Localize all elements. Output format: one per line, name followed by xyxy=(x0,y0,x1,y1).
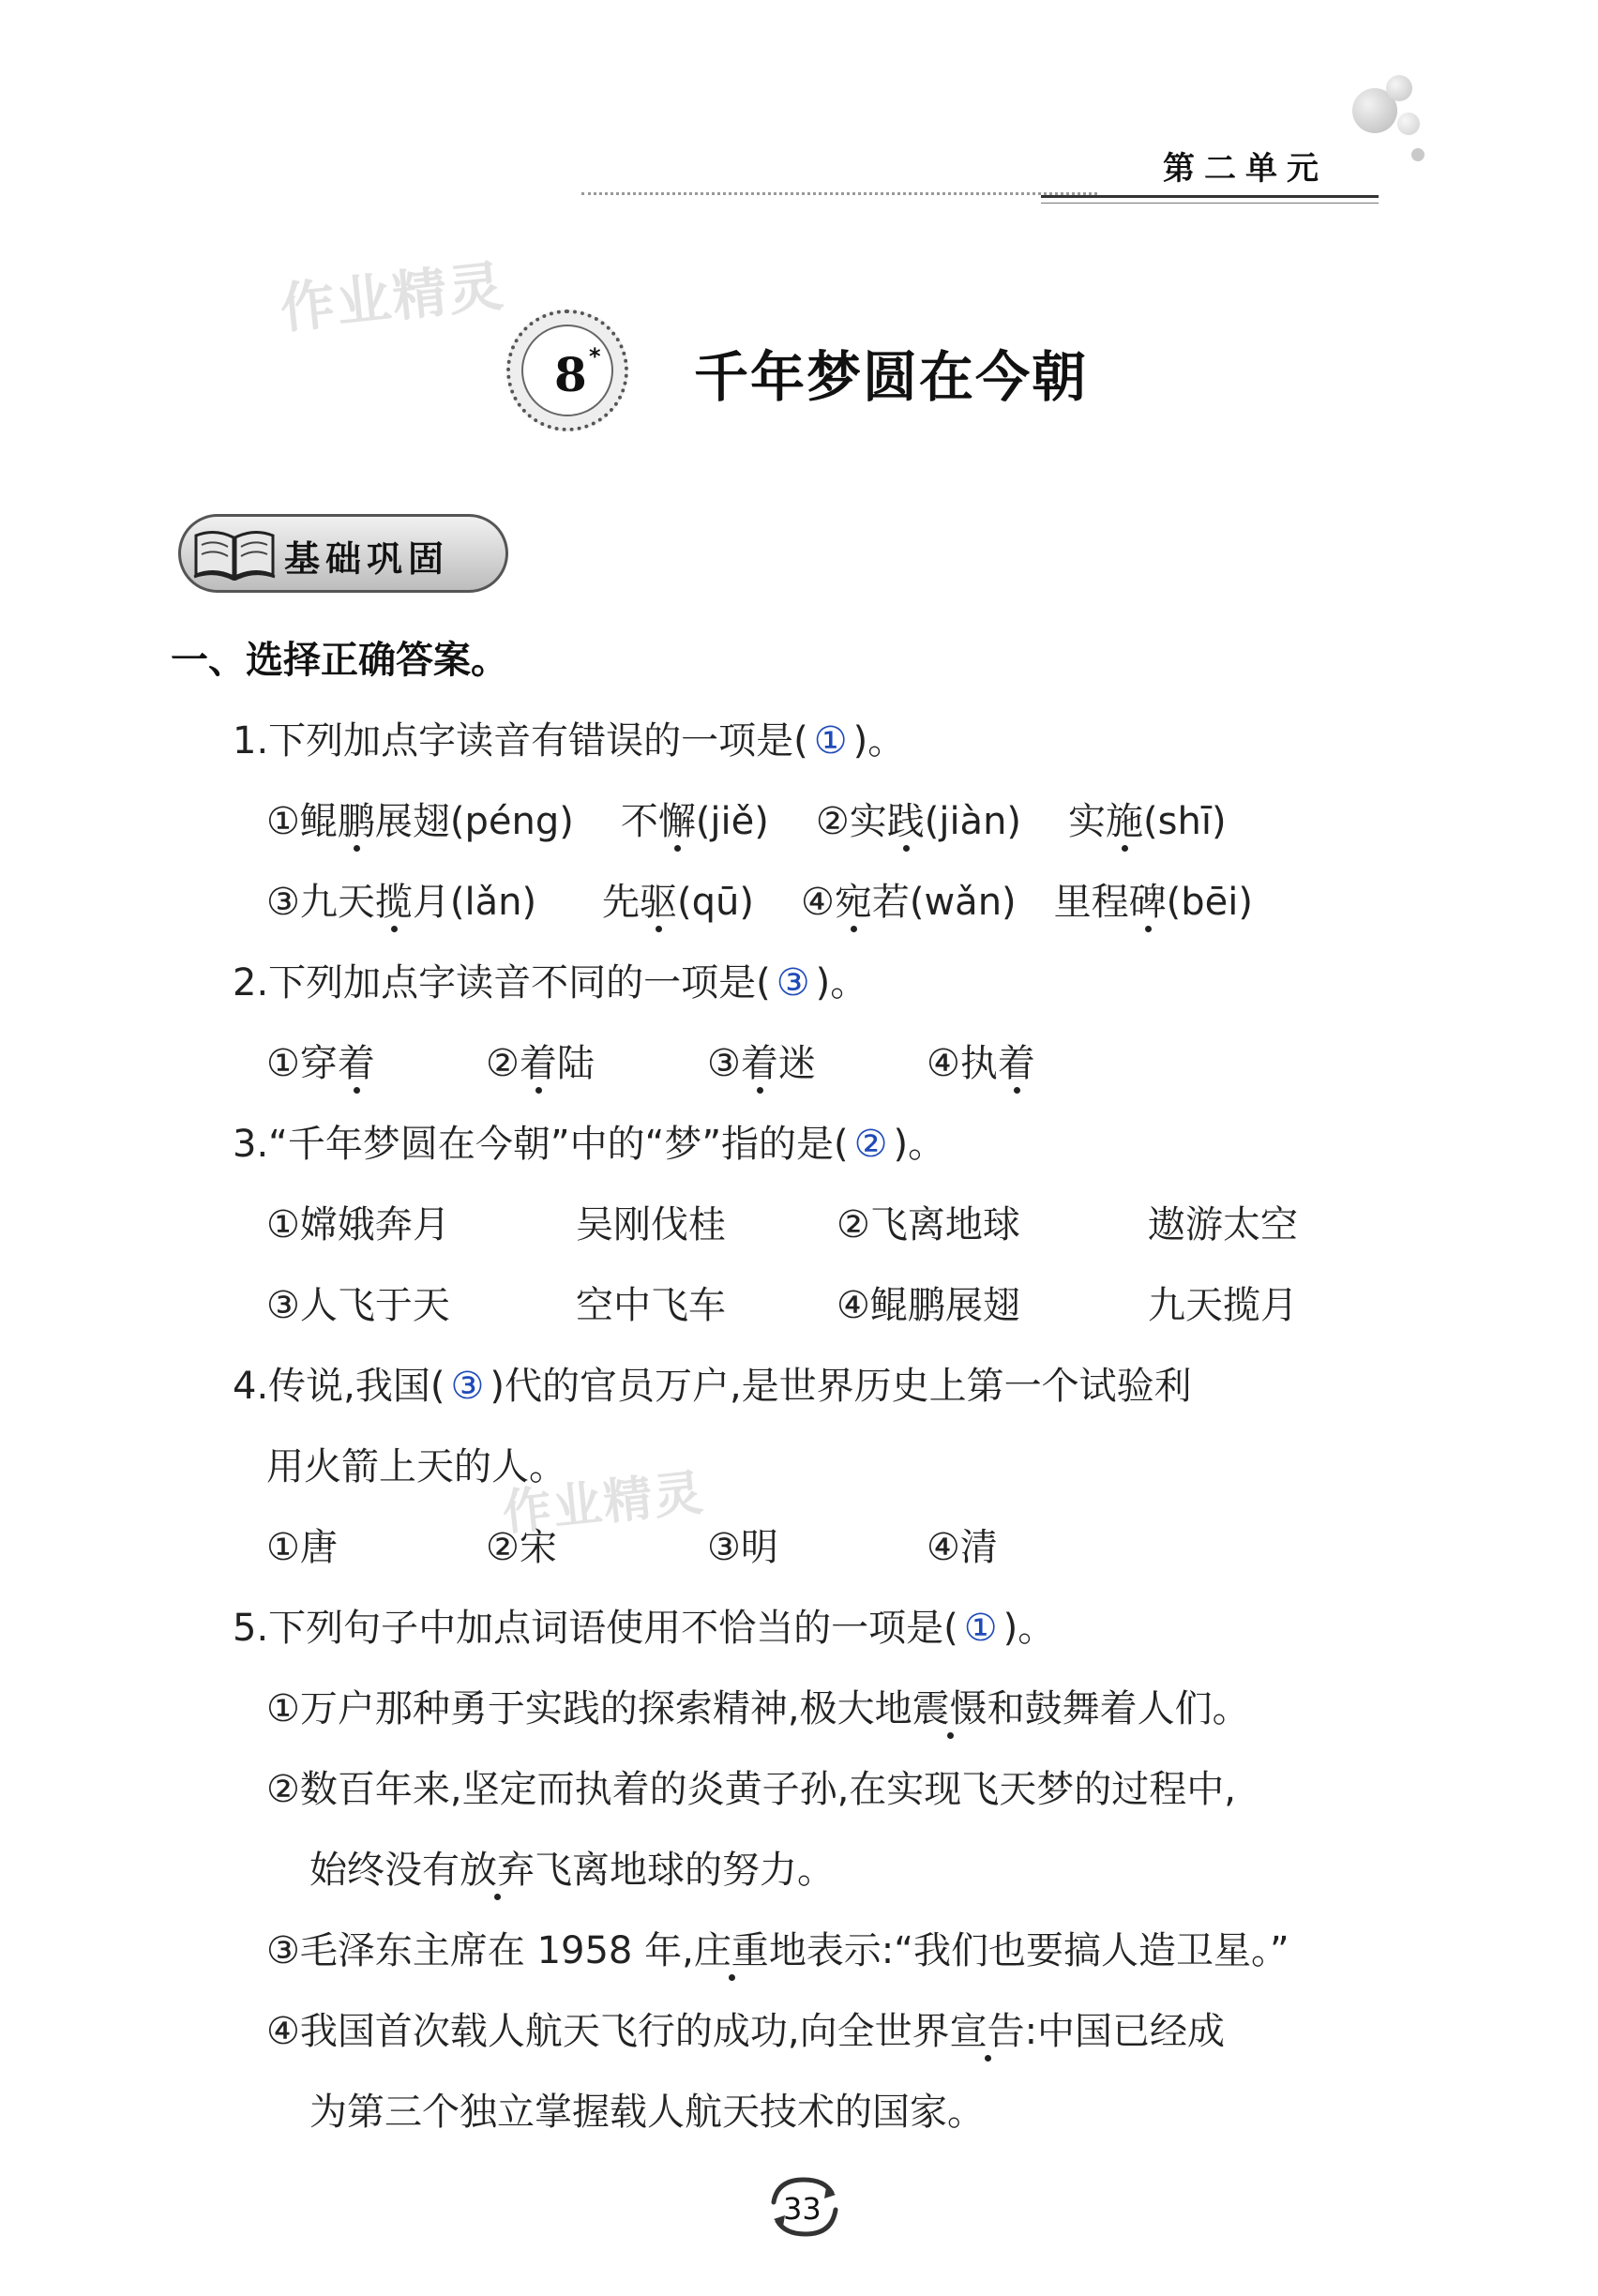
emphasized-word: 庄重 xyxy=(693,1929,769,1972)
question-1-options-row2: ③九天揽月(lǎn) 先驱(qū) ④宛若(wǎn) 里程碑(bēi) xyxy=(266,881,1253,924)
question-5-option-4: ④我国首次载人航天飞行的成功,向全世界宣告:中国已经成 xyxy=(266,2010,1226,2053)
question-1-stem: 1.下列加点字读音有错误的一项是( ① )。 xyxy=(233,719,906,763)
section-label: 基础巩固 xyxy=(284,538,450,580)
answer-mark: ② xyxy=(853,1123,888,1166)
question-4-option: ④清 xyxy=(927,1526,998,1569)
decor-bubble xyxy=(1386,75,1412,101)
emphasized-char: 践 xyxy=(886,800,925,843)
emphasized-word: 放弃 xyxy=(460,1849,535,1892)
question-5-option-1: ①万户那种勇于实践的探索精神,极大地震慑和鼓舞着人们。 xyxy=(266,1687,1250,1730)
question-5-option-4-continued: 为第三个独立掌握载人航天技术的国家。 xyxy=(309,2091,985,2134)
emphasized-char: 鹏 xyxy=(337,800,375,843)
question-3-option: ④鲲鹏展翅 xyxy=(837,1284,1020,1327)
question-4-option: ③明 xyxy=(707,1526,778,1569)
answer-mark: ③ xyxy=(776,961,810,1004)
answer-mark: ① xyxy=(813,719,848,763)
question-3-option: ②飞离地球 xyxy=(837,1203,1020,1246)
question-2-option: ④执着 xyxy=(927,1042,1035,1085)
emphasized-char: 着 xyxy=(519,1042,557,1085)
answer-mark: ③ xyxy=(450,1365,485,1408)
lesson-title: 千年梦圆在今朝 xyxy=(694,345,1089,409)
question-4-option: ①唐 xyxy=(266,1526,338,1569)
book-icon xyxy=(192,526,277,581)
emphasized-char: 懈 xyxy=(657,800,696,843)
lesson-number-badge xyxy=(506,310,628,431)
emphasized-char: 驱 xyxy=(640,881,678,924)
watermark: 作业精灵 xyxy=(277,253,508,341)
question-5-option-2: ②数百年来,坚定而执着的炎黄子孙,在实现飞天梦的过程中, xyxy=(266,1768,1237,1811)
page-number: 33 xyxy=(783,2191,822,2227)
unit-title: 第二单元 xyxy=(1163,150,1328,188)
question-3-option: 吴刚伐桂 xyxy=(576,1203,726,1246)
part-heading: 一、选择正确答案。 xyxy=(171,639,508,682)
question-5-stem: 5.下列句子中加点词语使用不恰当的一项是( ① )。 xyxy=(233,1607,1056,1650)
question-4-stem: 4.传说,我国( ③ )代的官员万户,是世界历史上第一个试验利 xyxy=(233,1365,1192,1408)
question-5-option-2-continued: 始终没有放弃飞离地球的努力。 xyxy=(309,1849,835,1892)
question-2-option: ①穿着 xyxy=(266,1042,375,1085)
badge-inner-ring xyxy=(521,325,613,416)
emphasized-char: 宛 xyxy=(834,881,872,924)
emphasized-char: 揽 xyxy=(374,881,413,924)
emphasized-char: 施 xyxy=(1106,800,1144,843)
watermark: 作业精灵 xyxy=(500,1464,708,1543)
emphasized-char: 碑 xyxy=(1128,881,1167,924)
question-4-stem-continued: 用火箭上天的人。 xyxy=(266,1445,566,1488)
question-2-stem: 2.下列加点字读音不同的一项是( ③ )。 xyxy=(233,961,868,1004)
page-number-badge xyxy=(764,2174,845,2240)
question-3-option: ③人飞于天 xyxy=(266,1284,450,1327)
question-3-option: 空中飞车 xyxy=(576,1284,726,1327)
header-rule xyxy=(1041,195,1379,198)
question-2-option: ③着迷 xyxy=(707,1042,816,1085)
header-dotted-line xyxy=(581,192,1097,195)
question-3-stem: 3.“千年梦圆在今朝”中的“梦”指的是( ② )。 xyxy=(233,1123,946,1166)
question-1-options-row1: ①鲲鹏展翅(péng) 不懈(jiě) ②实践(jiàn) 实施(shī) xyxy=(266,800,1227,843)
header-rule-thin xyxy=(1041,203,1379,204)
question-2-option: ②着陆 xyxy=(486,1042,595,1085)
section-banner xyxy=(178,514,508,593)
lesson-star-mark: * xyxy=(589,343,601,370)
question-3-option: 九天揽月 xyxy=(1148,1284,1298,1327)
question-4-option: ②宋 xyxy=(486,1526,557,1569)
emphasized-word: 宣告 xyxy=(949,2010,1025,2053)
question-3-option: 遨游太空 xyxy=(1148,1203,1298,1246)
lesson-number: 8 xyxy=(554,347,587,402)
emphasized-char: 着 xyxy=(337,1042,375,1085)
decor-bubble xyxy=(1411,148,1425,161)
emphasized-word: 震慑 xyxy=(912,1687,987,1730)
emphasized-char: 着 xyxy=(740,1042,778,1085)
question-5-option-3: ③毛泽东主席在 1958 年,庄重地表示:“我们也要搞人造卫星。” xyxy=(266,1929,1289,1972)
answer-mark: ① xyxy=(963,1607,998,1650)
question-3-option: ①嫦娥奔月 xyxy=(266,1203,450,1246)
emphasized-char: 着 xyxy=(997,1042,1035,1085)
decor-bubble xyxy=(1397,113,1420,135)
